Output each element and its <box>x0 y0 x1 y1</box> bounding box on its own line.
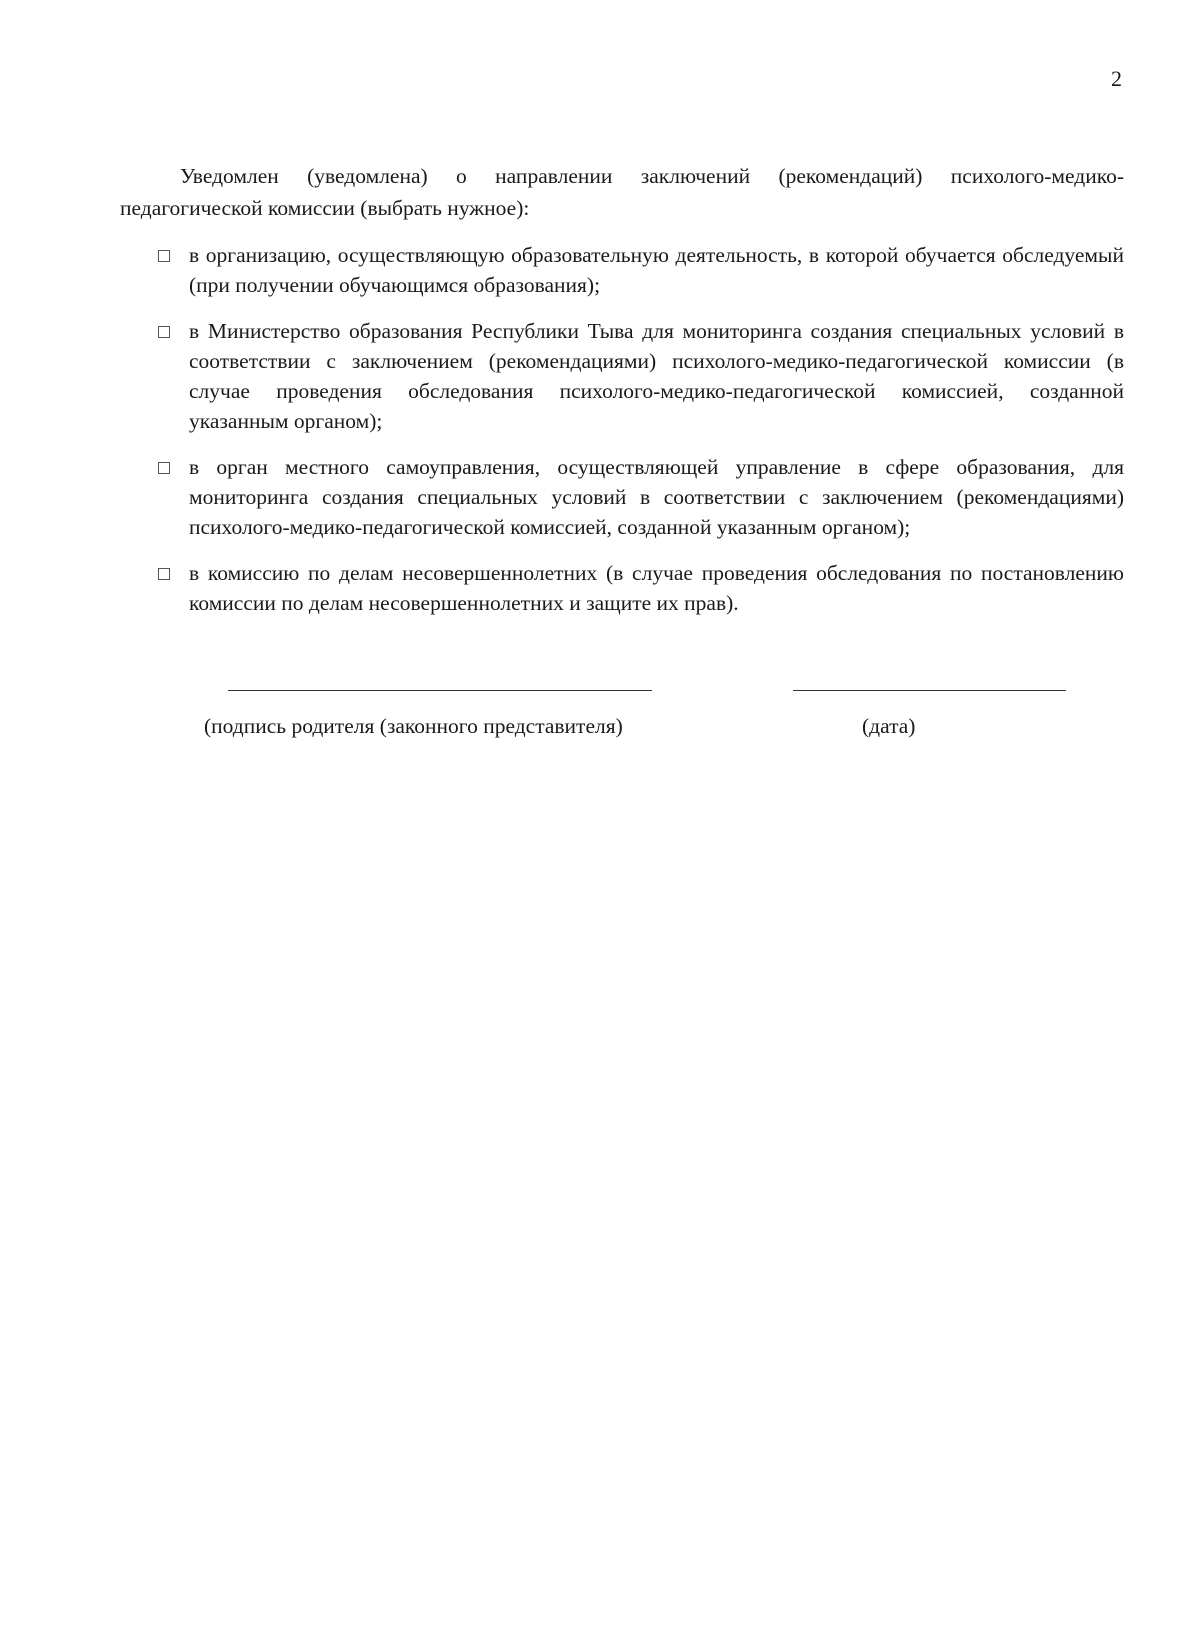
parent-signature-line[interactable] <box>228 690 652 691</box>
checkbox-minors-commission[interactable] <box>158 568 170 580</box>
recipient-options-list <box>158 240 1124 634</box>
parent-signature-label: (подпись родителя (законного представителя) <box>204 714 623 738</box>
checkbox-educational-organization[interactable] <box>158 250 170 262</box>
intro-paragraph: Уведомлен (уведомлена) о направлении заключений (рекомендаций) психолого-медико-педагогической комиссии (выбрать нужное): <box>120 164 1124 220</box>
date-label: (дата) <box>862 714 916 738</box>
option-minors-commission <box>158 558 1124 618</box>
option-label: в организацию, осуществляющую образовательную деятельность, в которой обучается обследуемый (при получении обучающимся образования); <box>189 243 1124 297</box>
option-label: в орган местного самоуправления, осуществляющей управление в сфере образования, для мониторинга создания специальных условий в соответствии с заключением (рекомендациями) психолого-медико-педагогической комиссией, созданной указанным органом); <box>189 455 1124 539</box>
checkbox-local-self-government[interactable] <box>158 462 170 474</box>
option-label: в Министерство образования Республики Тыва для мониторинга создания специальных условий в соответствии с заключением (рекомендациями) психолого-медико-педагогической комиссии (в случае проведения обследования психолого-медико-педагогической комиссией, созданной указанным органом); <box>189 319 1124 433</box>
option-educational-organization <box>158 240 1124 300</box>
date-line[interactable] <box>793 690 1066 691</box>
checkbox-ministry-of-education[interactable] <box>158 326 170 338</box>
page-number: 2 <box>1111 66 1122 91</box>
option-label: в комиссию по делам несовершеннолетних (в случае проведения обследования по постановлению комиссии по делам несовершеннолетних и защите их прав). <box>189 561 1124 615</box>
option-ministry-of-education <box>158 316 1124 436</box>
option-local-self-government <box>158 452 1124 542</box>
